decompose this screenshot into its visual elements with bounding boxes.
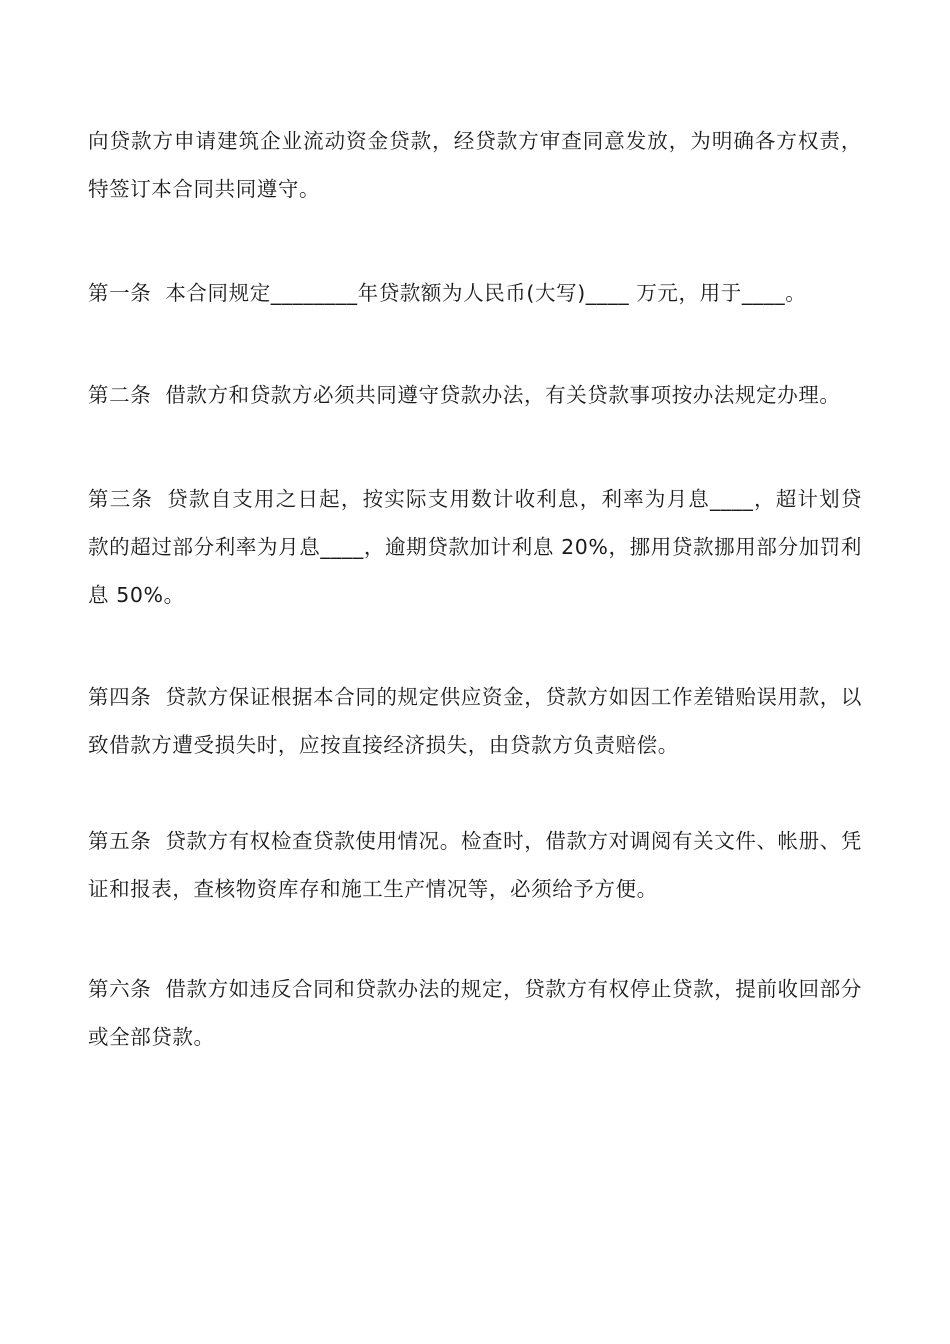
article-2-text: 借款方和贷款方必须共同遵守贷款办法，有关贷款事项按办法规定办理。: [165, 383, 841, 407]
article-1: [88, 269, 862, 317]
article-3: [88, 475, 862, 619]
article-4-label: 第四条: [88, 685, 152, 709]
article-2-label: 第二条: [88, 383, 152, 407]
article-4-text: 贷款方保证根据本合同的规定供应资金，贷款方如因工作差错贻误用款，以致借款方遭受损失时，应按直接经济损失，由贷款方负责赔偿。: [88, 685, 862, 757]
article-5-label: 第五条: [88, 829, 152, 853]
article-5-text: 贷款方有权检查贷款使用情况。检查时，借款方对调阅有关文件、帐册、凭证和报表，查核物资库存和施工生产情况等，必须给予方便。: [88, 829, 862, 901]
article-5: [88, 817, 862, 913]
article-1-label: 第一条: [88, 281, 152, 305]
article-2: [88, 371, 862, 419]
article-1-text: 本合同规定________年贷款额为人民币(大写)____ 万元，用于____。: [165, 281, 807, 305]
article-6: [88, 965, 862, 1061]
article-6-text: 借款方如违反合同和贷款办法的规定，贷款方有权停止贷款，提前收回部分或全部贷款。: [88, 977, 862, 1049]
intro-paragraph: 向贷款方申请建筑企业流动资金贷款，经贷款方审查同意发放，为明确各方权责，特签订本合同共同遵守。: [88, 129, 862, 201]
article-4: [88, 673, 862, 769]
article-6-label: 第六条: [88, 977, 152, 1001]
article-3-label: 第三条: [88, 487, 154, 511]
article-3-text: 贷款自支用之日起，按实际支用数计收利息，利率为月息____，超计划贷款的超过部分利率为月息____，逾期贷款加计利息 20%，挪用贷款挪用部分加罚利息 50%。: [88, 487, 862, 607]
